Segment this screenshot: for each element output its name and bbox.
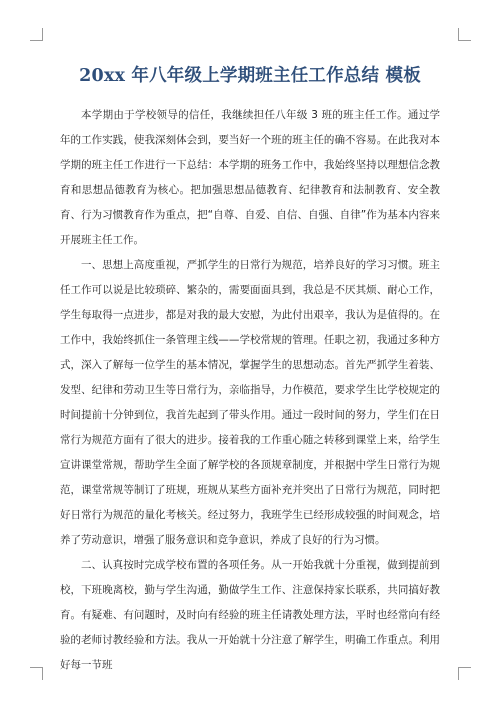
crop-mark-top-left (30, 28, 43, 41)
crop-mark-top-right (458, 28, 471, 41)
paragraph-intro: 本学期由于学校领导的信任，我继续担任八年级 3 班的班主任工作。通过学年的工作实践，使我深刻体会到，要当好一个班的班主任的确不容易。在此我对本学期的班主任工作进行一下总结：本学期的班务工作中，我始终坚持以理想信念教育和思想品德教育为核心。把加强思想品德教育、纪律教育和法制教育、安全教育、行为习惯教育作为重点，把“自尊、自爱、自信、自强、自律”作为基本内容来开展班主任工作。 (60, 109, 440, 246)
document-body (60, 103, 440, 678)
crop-mark-bottom-right (458, 667, 471, 680)
document-title: 20xx 年八年级上学期班主任工作总结 模板 (79, 66, 421, 86)
paragraph-section-two: 二、认真按时完成学校布置的各项任务。从一开始我就十分重视，做到提前到校，下班晚离校，勤与学生沟通，勤做学生工作、注意保持家长联系，共同搞好教育。有疑难、有问题时，及时向有经验的班主任请教处理方法，平时也经常向有经验的老师讨教经验和方法。我从一开始就十分注意了解学生，明确工作重点。利用好每一节班 (60, 559, 440, 671)
crop-mark-bottom-left (30, 667, 43, 680)
paragraph-section-one: 一、思想上高度重视，严抓学生的日常行为规范，培养良好的学习习惯。班主任工作可以说是比较琐碎、繁杂的，需要面面具到，我总是不厌其烦、耐心工作，学生每取得一点进步，都是对我的最大安慰，为此付出艰辛，我认为是值得的。在工作中，我始终抓住一条管理主线——学校常规的管理。任职之初，我通过多种方式，深入了解每一位学生的基本情况，掌握学生的思想动态。首先严抓学生着装、发型、纪律和劳动卫生等日常行为，亲临指导，力作模范，要求学生比学校规定的时间提前十分钟到位，我首先起到了带头作用。通过一段时间的努力，学生们在日常行为规范方面有了很大的进步。接着我的工作重心随之转移到课堂上来，给学生宣讲课堂常规，帮助学生全面了解学校的各顶规章制度，并根据中学生日常行为规范，课堂常规等制订了班规，班规从某些方面补充并突出了日常行为规范，同时把好日常行为规范的量化考核关。经过努力，我班学生已经形成较强的时间观念，培养了劳动意识，增强了服务意识和竞争意识，养成了良好的行为习惯。 (60, 259, 440, 546)
